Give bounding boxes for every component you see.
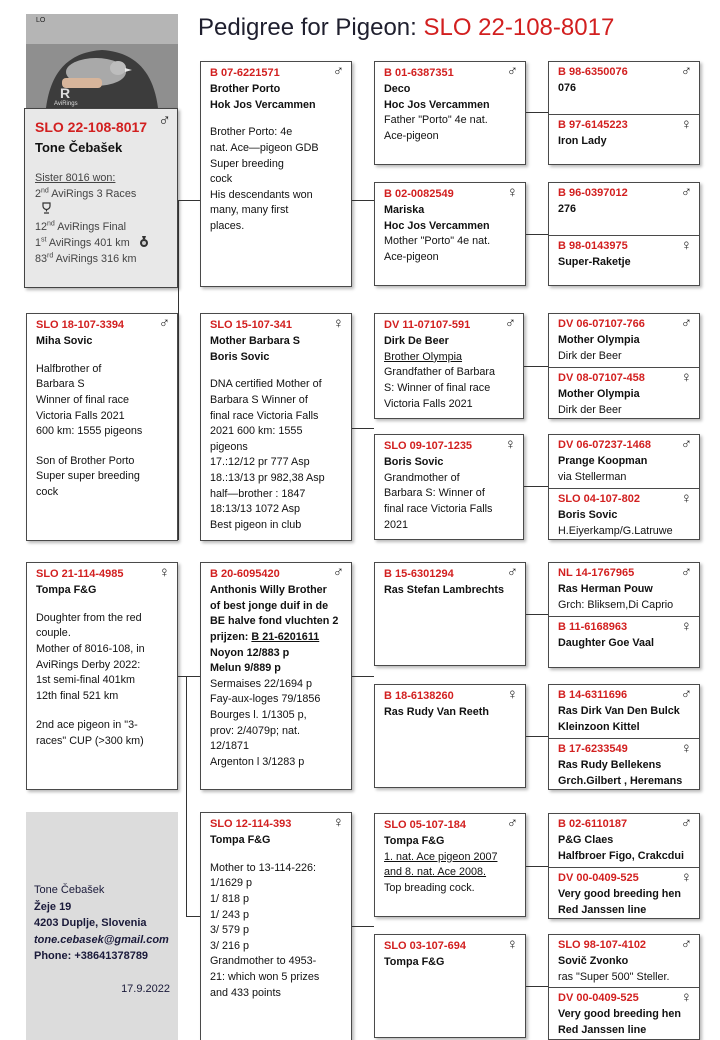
pigeon-name: Mother Barbara S: [210, 334, 300, 347]
subject-ring: SLO 22-108-8017: [35, 119, 148, 135]
gen4-entry-10: ♀ B 11-6168963 Daughter Goe Vaal: [558, 618, 692, 649]
female-icon: ♀: [680, 116, 692, 133]
male-icon: ♂: [680, 436, 692, 453]
pigeon-name: Tompa F&G: [36, 583, 97, 596]
female-icon: ♀: [680, 989, 692, 1006]
ring-number: DV 11-07107-591: [384, 319, 471, 331]
gen4-entry-7: ♂ DV 06-07237-1468 Prange Koopman via Stellerman: [558, 436, 692, 483]
connector-line: [526, 112, 548, 113]
connector-line: [186, 676, 187, 916]
connector-line: [352, 200, 374, 201]
male-icon: ♂: [506, 815, 518, 832]
gen4-pair-6: [548, 684, 700, 790]
connector-line: [526, 866, 548, 867]
description: Father "Porto" 4e nat. Ace-pigeon: [384, 114, 488, 142]
medal-icon: [139, 236, 149, 248]
result-3: 1st AviRings 401 km: [35, 235, 167, 251]
male-icon: ♂: [332, 63, 344, 80]
result-4: 83rd AviRings 316 km: [35, 252, 137, 266]
sds-card: [374, 313, 524, 419]
contact-email[interactable]: tone.cebasek@gmail.com: [34, 933, 169, 946]
ring-number: B 20-6095420: [210, 568, 280, 580]
gen4-entry-6: ♀ DV 08-07107-458 Mother Olympia Dirk der Beer: [558, 369, 692, 416]
gen4-entry-9: ♂ NL 14-1767965 Ras Herman Pouw Grch: Bliksem,Di Caprio: [558, 564, 692, 611]
pigeon-name: Anthonis Willy Brother of best jonge duif in de BE halve fond vluchten 2 prijzen: B 21-6201611 Noyon 12/883 p Melun 9/889 p: [210, 583, 339, 675]
connector-line: [352, 926, 374, 927]
pigeon-name: Ras Rudy Van Reeth: [384, 705, 490, 718]
connector-line: [526, 234, 548, 235]
sire-dam-card: [200, 313, 352, 541]
male-icon: ♂: [680, 564, 692, 581]
sire-card: [26, 313, 178, 541]
connector-line: [526, 736, 548, 737]
ddd-card: [374, 934, 526, 1038]
male-icon: ♂: [506, 564, 518, 581]
description: Doughter from the red couple. Mother of 8016-108, in AviRings Derby 2022: 1st semi-final 401km 12th final 521 km 2nd ace pigeon in "3- races" CUP (>300 km): [36, 611, 145, 748]
result-2: 12nd AviRings Final: [35, 220, 127, 234]
description: Sermaises 22/1694 p Fay-aux-loges 79/1856 Bourges l. 1/1305 p, prov: 2/4079p; nat. 12/1871 Argenton l 3/1283 p: [210, 677, 321, 768]
trophy-icon: [35, 202, 167, 219]
pigeon-name: Tompa F&G: [210, 833, 271, 846]
dam-dam-card: [200, 812, 352, 1040]
gen4-entry-1: ♂ B 98-6350076 076: [558, 63, 692, 94]
gen4-entry-3: ♂ B 96-0397012 276: [558, 184, 692, 215]
connector-line: [526, 986, 548, 987]
female-icon: ♀: [158, 564, 170, 581]
ring-number: B 18-6138260: [384, 690, 454, 702]
male-icon: ♂: [680, 936, 692, 953]
male-icon: ♂: [680, 686, 692, 703]
svg-text:R: R: [60, 85, 71, 101]
female-icon: ♀: [680, 237, 692, 254]
ring-number: B 15-6301294: [384, 568, 454, 580]
pigeon-name: Deco: [384, 82, 411, 95]
female-icon: ♀: [506, 686, 518, 703]
ring-number: SLO 09-107-1235: [384, 440, 473, 452]
male-icon: ♂: [158, 111, 171, 130]
contact-phone: Phone: +38641378789: [34, 950, 149, 962]
sss-card: [374, 61, 526, 165]
female-icon: ♀: [506, 184, 518, 201]
male-icon: ♂: [506, 63, 518, 80]
contact-street: Žeje 19: [34, 900, 72, 913]
gen4-entry-11: ♂ B 14-6311696 Ras Dirk Van Den Bulck Kleinzoon Kittel: [558, 686, 692, 733]
pigeon-owner: Hok Jos Vercammen: [210, 98, 316, 111]
description: Halfbrother of Barbara S Winner of final race Victoria Falls 2021 600 km: 1555 pigeons Son of Brother Porto Super super breeding cock: [36, 362, 143, 499]
ring-number: SLO 03-107-694: [384, 940, 466, 952]
connector-line: [524, 486, 548, 487]
subject-owner: Tone Čebašek: [35, 140, 123, 155]
connector-line: [178, 200, 179, 540]
svg-text:AviRings: AviRings: [54, 101, 78, 107]
dsd-card: [374, 684, 526, 788]
pigeon-name: Mariska: [384, 203, 425, 216]
female-icon: ♀: [332, 814, 344, 831]
gen4-pair-4: [548, 434, 700, 540]
sdd-card: [374, 434, 524, 540]
gen4-pair-8: [548, 934, 700, 1040]
dam-sire-card: [200, 562, 352, 790]
connector-line: [178, 676, 200, 677]
description: Mother "Porto" 4e nat. Ace-pigeon: [384, 235, 491, 263]
description: Grandmother of Barbara S: Winner of final race Victoria Falls 2021: [384, 471, 493, 531]
female-icon: ♀: [680, 618, 692, 635]
female-icon: ♀: [680, 869, 692, 886]
male-icon: ♂: [158, 315, 170, 332]
ring-number: B 07-6221571: [210, 67, 280, 79]
contact-name: Tone Čebašek: [34, 884, 105, 896]
male-icon: ♂: [680, 63, 692, 80]
contact-city: 4203 Duplje, Slovenia: [34, 917, 147, 929]
male-icon: ♂: [504, 315, 516, 332]
gen4-entry-13: ♂ B 02-6110187 P&G Claes Halfbroer Figo, Crakcdui: [558, 815, 692, 862]
pigeon-name: Miha Sovic: [36, 334, 93, 347]
connector-line: [186, 916, 200, 917]
gen4-entry-8: ♀ SLO 04-107-802 Boris Sovic H.Eiyerkamp/G.Latruwe: [558, 490, 692, 537]
pigeon-name: Tompa F&G: [384, 834, 445, 847]
gen4-pair-7: [548, 813, 700, 919]
dds-card: [374, 813, 526, 917]
gen4-entry-14: ♀ DV 00-0409-525 Very good breeding hen Red Janssen line: [558, 869, 692, 916]
ring-number: SLO 21-114-4985: [36, 568, 124, 580]
pigeon-owner: Boris Sovic: [210, 350, 270, 363]
connector-line: [352, 676, 374, 677]
female-icon: ♀: [680, 490, 692, 507]
contact-card: [26, 812, 178, 1040]
ring-number: B 01-6387351: [384, 67, 454, 79]
gen4-entry-2: ♀ B 97-6145223 Iron Lady: [558, 116, 692, 147]
male-icon: ♂: [680, 184, 692, 201]
description: Mother to 13-114-226: 1/1629 p 1/ 818 p 1/ 243 p 3/ 579 p 3/ 216 p Grandmother to 4953- 21: which won 5 prizes and 433 points: [210, 861, 320, 999]
gen4-entry-5: ♂ DV 06-07107-766 Mother Olympia Dirk der Beer: [558, 315, 692, 362]
pigeon-owner: Hoc Jos Vercammen: [384, 98, 490, 111]
gen4-pair-1: [548, 61, 700, 165]
female-icon: ♀: [680, 740, 692, 757]
svg-text:LO: LO: [36, 17, 46, 24]
gen4-entry-4: ♀ B 98-0143975 Super-Raketje: [558, 237, 692, 268]
female-icon: ♀: [680, 369, 692, 386]
ring-number: B 02-0082549: [384, 188, 454, 200]
male-icon: ♂: [680, 315, 692, 332]
ring-number: SLO 12-114-393: [210, 818, 292, 830]
ring-number: SLO 18-107-3394: [36, 319, 125, 331]
connector-line: [178, 200, 200, 201]
sire-sire-card: [200, 61, 352, 287]
result-1: 2nd AviRings 3 Races: [35, 187, 137, 200]
male-icon: ♂: [332, 564, 344, 581]
female-icon: ♀: [332, 315, 344, 332]
description: 1. nat. Ace pigeon 2007 and 8. nat. Ace 2008. Top breading cock.: [384, 850, 498, 894]
pigeon-name: Ras Stefan Lambrechts: [384, 583, 505, 596]
description: Brother Olympia Grandfather of Barbara S: Winner of final race Victoria Falls 2021: [384, 350, 496, 410]
ring-number: SLO 15-107-341: [210, 319, 292, 331]
gen4-pair-5: [548, 562, 700, 668]
sister-heading: Sister 8016 won:: [35, 171, 116, 184]
description: DNA certified Mother of Barbara S Winner of final race Victoria Falls 2021 600 km: 1555 pigeons 17.:12/12 pr 777 Asp 18.:13/13 pr 982,38 Asp half—brother : 1847 18:13/13 1072 Asp Best pigeon in club: [210, 378, 325, 531]
gen4-entry-16: ♀ DV 00-0409-525 Very good breeding hen Red Janssen line: [558, 989, 692, 1036]
pigeon-name: Brother Porto: [210, 82, 281, 95]
description: Brother Porto: 4e nat. Ace—pigeon GDB Super breeding cock His descendants won many, many first places.: [210, 126, 319, 233]
title-ring: SLO 22-108-8017: [423, 14, 615, 41]
gen4-pair-2: [548, 182, 700, 286]
ssd-card: [374, 182, 526, 286]
dss-card: [374, 562, 526, 666]
dam-card: [26, 562, 178, 790]
gen4-entry-15: ♂ SLO 98-107-4102 Sovič Zvonko ras "Super 500" Steller.: [558, 936, 692, 983]
male-icon: ♂: [680, 815, 692, 832]
female-icon: ♀: [504, 436, 516, 453]
connector-line: [352, 428, 374, 429]
connector-line: [526, 614, 548, 615]
subject-card: [24, 108, 178, 288]
gen4-pair-3: [548, 313, 700, 419]
page-title: [198, 14, 614, 42]
title-prefix: Pedigree for Pigeon:: [198, 14, 417, 41]
pigeon-photo-image: [26, 14, 178, 108]
contact-date: 17.9.2022: [121, 982, 170, 995]
gen4-entry-12: ♀ B 17-6233549 Ras Rudy Bellekens Grch.Gilbert , Heremans: [558, 740, 692, 787]
pigeon-photo: [26, 14, 178, 108]
pigeon-owner: Hoc Jos Vercammen: [384, 219, 490, 232]
ring-number: SLO 05-107-184: [384, 819, 466, 831]
connector-line: [524, 366, 548, 367]
pigeon-name: Dirk De Beer: [384, 334, 449, 347]
pigeon-name: Tompa F&G: [384, 955, 445, 968]
female-icon: ♀: [506, 936, 518, 953]
pigeon-name: Boris Sovic: [384, 455, 444, 468]
